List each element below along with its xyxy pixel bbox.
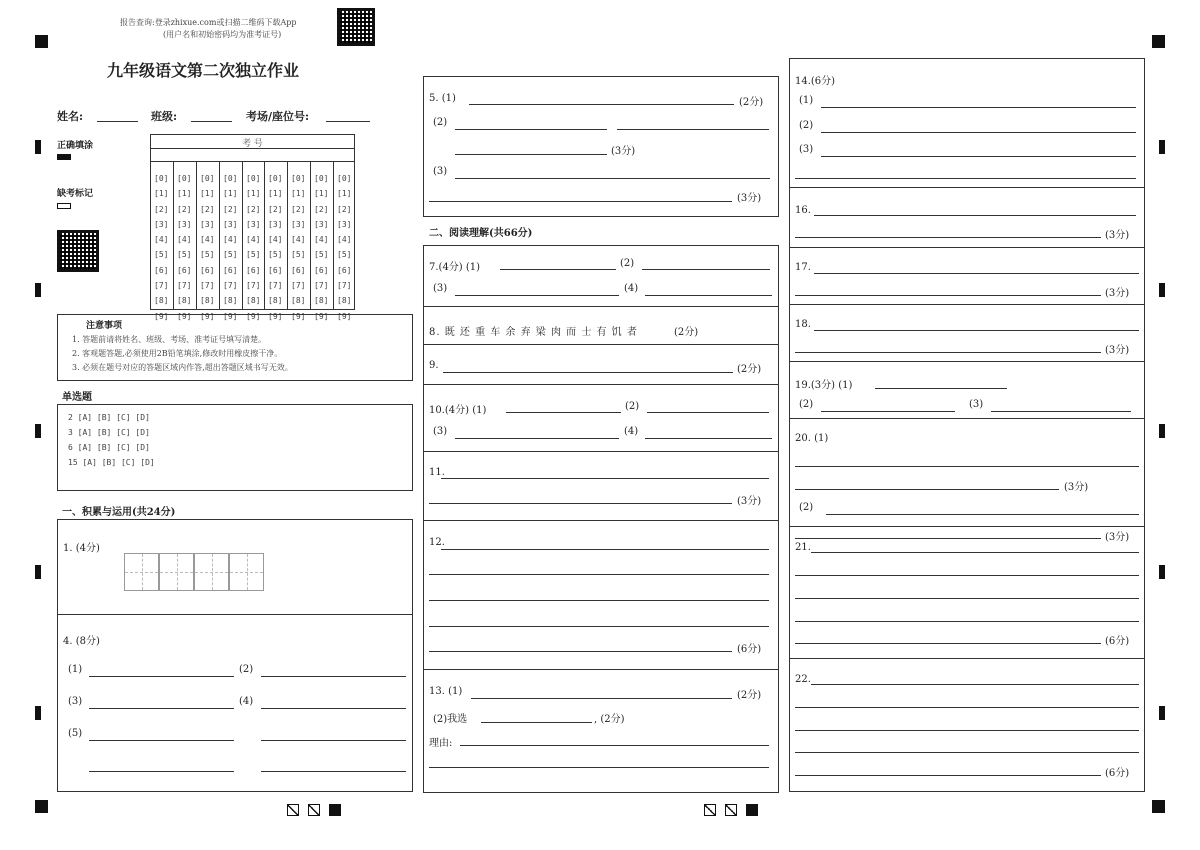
answer-line[interactable] (481, 722, 592, 723)
name-label: 姓名: (57, 110, 84, 123)
score-label: (6分) (737, 644, 762, 655)
page-title: 九年级语文第二次独立作业 (107, 61, 300, 80)
answer-line[interactable] (642, 269, 770, 270)
answer-line[interactable] (795, 237, 1101, 238)
edge-mark (1159, 565, 1165, 579)
edge-mark (1159, 140, 1165, 154)
answer-line[interactable] (795, 730, 1139, 731)
answer-line[interactable] (795, 295, 1101, 296)
answer-line[interactable] (429, 503, 732, 504)
q14-label: 14.(6分) (795, 76, 836, 87)
digit-column[interactable]: [0] [1] [2] [3] [4] [5] [6] [7] [8] [9] (154, 174, 169, 321)
answer-line[interactable] (617, 129, 769, 130)
mc-row[interactable]: 6 [A] [B] [C] [D] (68, 443, 150, 452)
answer-line[interactable] (261, 740, 406, 741)
answer-line[interactable] (455, 295, 619, 296)
edge-mark (35, 140, 41, 154)
answer-line[interactable] (821, 156, 1136, 157)
mc-title: 单选题 (62, 392, 92, 403)
answer-line[interactable] (795, 752, 1139, 753)
answer-line[interactable] (814, 273, 1139, 274)
q7-part-label: (2) (620, 258, 635, 269)
notice-box (57, 314, 413, 381)
q10-label: 10.(4分) (1) (429, 405, 487, 416)
class-label: 班级: (151, 110, 178, 123)
q7-part-label: (4) (624, 283, 639, 294)
mc-row[interactable]: 15 [A] [B] [C] [D] (68, 458, 155, 467)
answer-line[interactable] (821, 411, 955, 412)
answer-line[interactable] (441, 549, 769, 550)
q13-reason-label: 理由: (429, 738, 453, 749)
fill-correct-label: 正确填涂 (57, 141, 94, 151)
notice-item: 1. 答题前请将姓名、班级、考场、准考证号填写清楚。 (72, 335, 267, 344)
answer-line[interactable] (443, 372, 733, 373)
answer-line[interactable] (441, 478, 769, 479)
answer-line[interactable] (821, 107, 1136, 108)
score-label: (3分) (1105, 288, 1130, 299)
answer-line[interactable] (795, 178, 1136, 179)
answer-line[interactable] (811, 684, 1139, 685)
notice-item: 3. 必须在题号对应的答题区域内作答,超出答题区域书写无效。 (72, 363, 293, 372)
answer-line[interactable] (429, 626, 769, 627)
class-field[interactable] (191, 121, 232, 122)
score-label: (3分) (1105, 345, 1130, 356)
corner-mark-tl (35, 35, 48, 48)
mc-row[interactable]: 2 [A] [B] [C] [D] (68, 413, 150, 422)
score-label: (2分) (737, 364, 762, 375)
answer-line[interactable] (429, 600, 769, 601)
report-note-text: (用户名和初始密码均为准考证号) (163, 30, 282, 39)
footer-mark (329, 804, 341, 816)
answer-line[interactable] (261, 708, 406, 709)
score-label: (3分) (1064, 482, 1089, 493)
digit-column[interactable]: [0] [1] [2] [3] [4] [5] [6] [7] [8] [9] (291, 174, 306, 321)
answer-line[interactable] (89, 740, 234, 741)
q18-label: 18. (795, 319, 811, 330)
q20-label: 20. (1) (795, 433, 829, 444)
digit-column[interactable]: [0] [1] [2] [3] [4] [5] [6] [7] [8] [9] (200, 174, 215, 321)
q10-part-label: (3) (433, 426, 448, 437)
corner-mark-bl (35, 800, 48, 813)
corner-mark-tr (1152, 35, 1165, 48)
q5-part-label: (3) (433, 166, 448, 177)
score-label: (2分) (674, 327, 699, 338)
q4-part-label: (2) (239, 664, 254, 675)
score-label: (3分) (1105, 532, 1130, 543)
digit-column[interactable]: [0] [1] [2] [3] [4] [5] [6] [7] [8] [9] (268, 174, 283, 321)
q9-label: 9. (429, 360, 439, 371)
answer-line[interactable] (429, 767, 769, 768)
answer-line[interactable] (814, 330, 1139, 331)
answer-line[interactable] (455, 438, 619, 439)
absent-label: 缺考标记 (57, 189, 94, 199)
seat-label: 考场/座位号: (246, 110, 310, 123)
mc-row[interactable]: 3 [A] [B] [C] [D] (68, 428, 150, 437)
score-label: (3分) (737, 496, 762, 507)
answer-line[interactable] (795, 775, 1101, 776)
answer-line[interactable] (875, 388, 1007, 389)
q19-part-label: (3) (969, 399, 984, 410)
answer-line[interactable] (506, 412, 621, 413)
edge-mark (1159, 706, 1165, 720)
digit-column[interactable]: [0] [1] [2] [3] [4] [5] [6] [7] [8] [9] (223, 174, 238, 321)
q22-label: 22. (795, 674, 811, 685)
seat-field[interactable] (326, 121, 370, 122)
answer-line[interactable] (795, 466, 1139, 467)
q21-label: 21. (795, 542, 811, 553)
right-answer-box (789, 58, 1145, 792)
char-cell[interactable] (194, 553, 229, 591)
q14-part-label: (1) (799, 95, 814, 106)
digit-column[interactable]: [0] [1] [2] [3] [4] [5] [6] [7] [8] [9] (246, 174, 261, 321)
answer-line[interactable] (455, 178, 770, 179)
qr-code-icon (337, 8, 375, 46)
score-label: (3分) (737, 193, 762, 204)
q4-part-label: (3) (68, 696, 83, 707)
answer-line[interactable] (429, 574, 769, 575)
answer-line[interactable] (647, 412, 769, 413)
answer-line[interactable] (455, 154, 607, 155)
fill-sample-icon (57, 154, 71, 160)
digit-column[interactable]: [0] [1] [2] [3] [4] [5] [6] [7] [8] [9] (314, 174, 329, 321)
answer-line[interactable] (460, 745, 769, 746)
footer-mark (308, 804, 320, 816)
answer-line[interactable] (261, 676, 406, 677)
answer-line[interactable] (814, 215, 1136, 216)
score-label: (3分) (611, 146, 636, 157)
exam-number-table (150, 134, 355, 321)
edge-mark (1159, 424, 1165, 438)
q7-label: 7.(4分) (1) (429, 262, 481, 273)
section2-title: 二、阅读理解(共66分) (429, 228, 533, 239)
q10-part-label: (2) (625, 401, 640, 412)
corner-mark-br (1152, 800, 1165, 813)
answer-line[interactable] (795, 575, 1139, 576)
q4-label: 4. (8分) (63, 636, 100, 647)
score-label: (2分) (739, 97, 764, 108)
edge-mark (1159, 283, 1165, 297)
score-label: , (2分) (594, 714, 625, 725)
answer-line[interactable] (645, 438, 772, 439)
q4-part-label: (4) (239, 696, 254, 707)
footer-mark (704, 804, 716, 816)
answer-line[interactable] (826, 514, 1139, 515)
answer-line[interactable] (89, 771, 234, 772)
score-label: (6分) (1105, 768, 1130, 779)
q16-label: 16. (795, 205, 811, 216)
answer-line[interactable] (89, 676, 234, 677)
answer-line[interactable] (795, 489, 1059, 490)
section1-title: 一、积累与运用(共24分) (62, 507, 176, 518)
answer-line[interactable] (471, 698, 732, 699)
answer-line[interactable] (821, 132, 1136, 133)
digit-column[interactable]: [0] [1] [2] [3] [4] [5] [6] [7] [8] [9] (337, 174, 352, 321)
absent-checkbox[interactable] (57, 203, 71, 209)
name-field[interactable] (97, 121, 138, 122)
edge-mark (35, 283, 41, 297)
q5-label: 5. (1) (429, 93, 456, 104)
q5-part-label: (2) (433, 117, 448, 128)
answer-line[interactable] (469, 104, 734, 105)
q1-label: 1. (4分) (63, 543, 100, 554)
char-cell[interactable] (159, 553, 194, 591)
q20-part-label: (2) (799, 502, 814, 513)
footer-mark (287, 804, 299, 816)
answer-line[interactable] (455, 129, 607, 130)
q5-box (423, 76, 779, 217)
q11-label: 11. (429, 467, 445, 478)
answer-line[interactable] (500, 269, 616, 270)
q12-label: 12. (429, 537, 445, 548)
footer-mark (746, 804, 758, 816)
q4-part-label: (5) (68, 728, 83, 739)
answer-line[interactable] (261, 771, 406, 772)
answer-line[interactable] (811, 552, 1139, 553)
q17-label: 17. (795, 262, 811, 273)
answer-line[interactable] (795, 707, 1139, 708)
notice-item: 2. 客观题答题,必须使用2B铅笔填涂,修改时用橡皮擦干净。 (72, 349, 283, 358)
char-cell[interactable] (124, 553, 159, 591)
q19-part-label: (2) (799, 399, 814, 410)
answer-line[interactable] (991, 411, 1131, 412)
answer-line[interactable] (89, 708, 234, 709)
answer-line[interactable] (795, 538, 1101, 539)
score-label: (6分) (1105, 636, 1130, 647)
footer-mark (725, 804, 737, 816)
qr-code-icon (57, 230, 99, 272)
q14-part-label: (2) (799, 120, 814, 131)
score-label: (2分) (737, 690, 762, 701)
answer-line[interactable] (645, 295, 772, 296)
report-query-text: 报告查询:登录zhixue.com或扫描二维码下载App (120, 18, 297, 27)
answer-line[interactable] (795, 643, 1101, 644)
q10-part-label: (4) (624, 426, 639, 437)
q13-label: 13. (1) (429, 686, 463, 697)
q13-part-label: (2)我选 (433, 714, 468, 725)
answer-line[interactable] (795, 598, 1139, 599)
answer-line[interactable] (429, 651, 732, 652)
q4-part-label: (1) (68, 664, 83, 675)
q19-label: 19.(3分) (1) (795, 380, 853, 391)
q14-part-label: (3) (799, 144, 814, 155)
char-cell[interactable] (229, 553, 264, 591)
answer-line[interactable] (795, 352, 1101, 353)
score-label: (3分) (1105, 230, 1130, 241)
edge-mark (35, 424, 41, 438)
edge-mark (35, 565, 41, 579)
answer-line[interactable] (795, 621, 1139, 622)
notice-title: 注意事项 (86, 321, 123, 331)
q7-part-label: (3) (433, 283, 448, 294)
digit-column[interactable]: [0] [1] [2] [3] [4] [5] [6] [7] [8] [9] (177, 174, 192, 321)
exam-number-title: 考 号 (242, 139, 263, 149)
q8-label: 8. 既 还 重 车 余 弃 梁 肉 而 士 有 饥 者 (429, 327, 638, 338)
answer-line[interactable] (429, 201, 732, 202)
edge-mark (35, 706, 41, 720)
